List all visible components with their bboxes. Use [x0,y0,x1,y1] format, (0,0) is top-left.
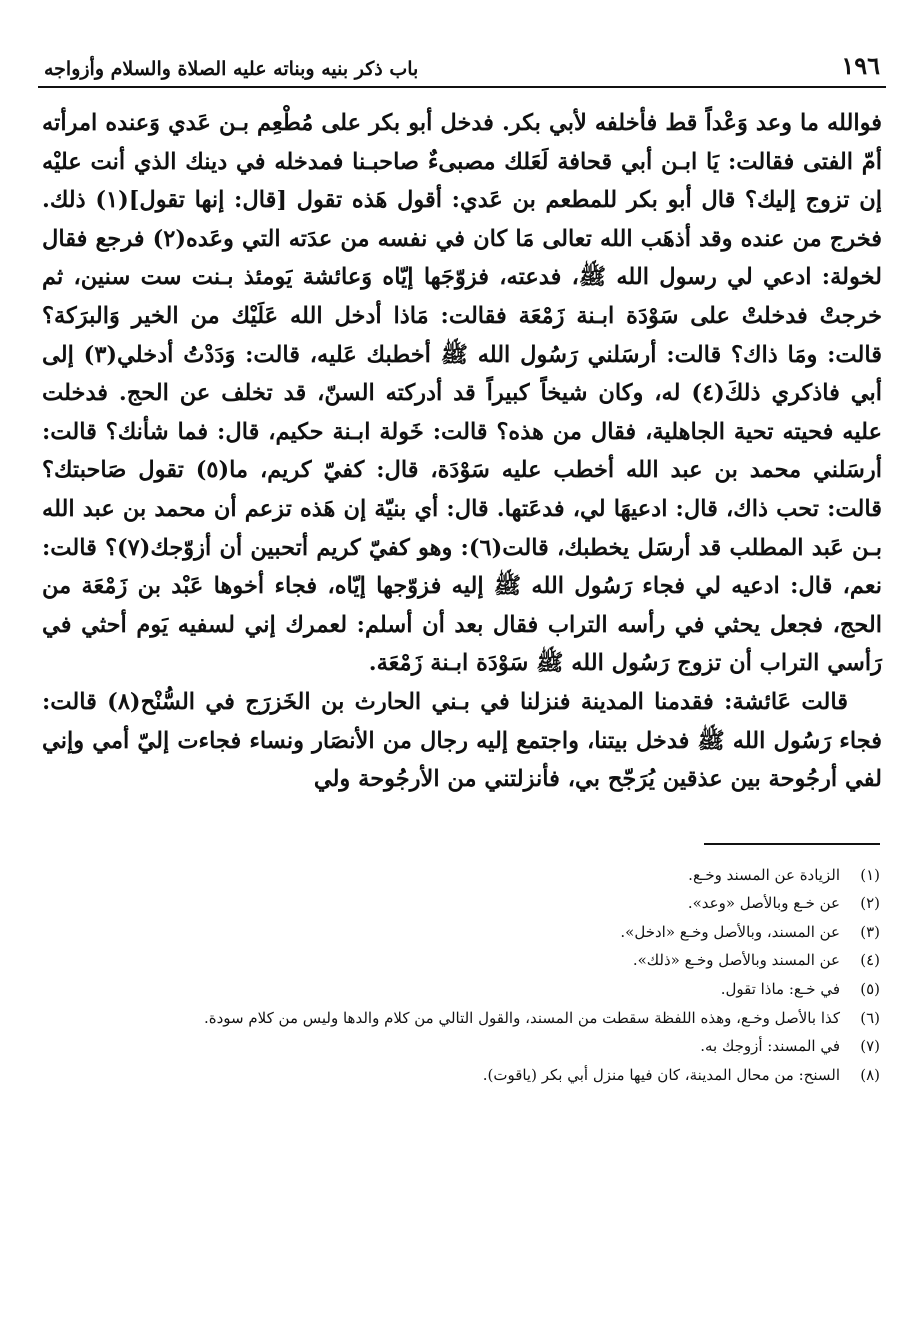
footnote-text: في خـع: ماذا تقول. [720,980,840,999]
footnote [38,946,880,975]
footnote [38,1061,880,1090]
footnote-text: السنح: من محال المدينة، كان فيها منزل أبي بكر (ياقوت). [482,1065,840,1084]
footnote [38,1032,880,1061]
footnotes-list [38,861,886,1090]
footnote-text: في المسند: أزوجك به. [700,1037,840,1056]
footnote-text: عن خـع وبالأصل «وعد». [687,894,840,913]
footnote [38,889,880,918]
running-title: باب ذكر بنيه وبناته عليه الصلاة والسلام وأزواجه [44,58,419,80]
page-number: ١٩٦ [841,51,880,80]
footnote [38,918,880,947]
footnote-number: (٢) [860,894,880,913]
page-header [38,40,886,88]
footnote-number: (٦) [860,1008,880,1027]
footnote-number: (٨) [860,1065,880,1084]
footnote-number: (٥) [860,980,880,999]
paragraph: فوالله ما وعد وَعْداً قط فأخلفه لأبي بكر. فدخل أبو بكر على مُطْعِم بـن عَدي وَعنده امرأته أمّ الفتى فقالت: يَا ابـن أبي قحافة لَعَلك مصبىءٌ صاحبـنا فمدخله في دينك الذي أنت عليْه إن تزوج إليك؟ قال أبو بكر للمطعم بن عَدي: أقول هَذه تقول [قال: إنها تقول](١) ذلك. فخرج من عنده وقد أذهَب الله تعالى مَا كان في نفسه من عدَته التي وعَده(٢) فرجع فقال لخولة: ادعي لي رسول الله ﷺ، فدعته، فزوّجَها إيّاه وَعائشة يَومئذ بـنت ست سنين، ثم خرجتْ فدخلتْ على سَوْدَة ابـنة زَمْعَة فقالت: مَاذا أدخل الله عَلَيْك من الخير وَالبرَكة؟ قالت: ومَا ذاك؟ قالت: أرسَلني رَسُول الله ﷺ أخطبك عَليه، قالت: وَدَدْتُ أدخلي(٣) إلى أبي فاذكري ذلكَ(٤) له، وكان شيخاً كبيراً قد أدركته السنّ، قد تخلف عن الحج. فدخلت عليه فحيته تحية الجاهلية، فقال من هذه؟ قالت: خَولة ابـنة حكيم، قال: فما شأنك؟ قالت: أرسَلني محمد بن عبد الله أخطب عليه سَوْدَة، قال: كفيّ كريم، ما(٥) تقول صَاحبتك؟ قالت: تحب ذاك، قال: ادعيهَا لي، فدعَتها. قال: أي بنيّة إن هَذه تزعم أن محمد بن عبد الله بـن عَبد المطلب قد أرسَل يخطبك، قالت(٦): وهو كفيّ كريم أتحبين أن أزوّجك(٧)؟ قالت: نعم، قال: ادعيه لي فجاء رَسُول الله ﷺ إليه فزوّجها إيّاه، فجاء أخوها عَبْد بن زَمْعَة من الحج، فجعل يحثي في رأسه التراب فقال بعد أن أسلم: لعمرك إني لسفيه يَوم أحثي في رَأسي التراب أن تزوج رَسُول الله ﷺ سَوْدَة ابـنة زَمْعَة. [42,110,883,677]
footnote-text: عن المسند وبالأصل وخـع «ذلك». [632,951,840,970]
footnote [38,861,880,890]
footnote-number: (٤) [860,951,880,970]
footnote-text: الزيادة عن المسند وخـع. [688,865,840,884]
paragraph: قالت عَائشة: فقدمنا المدينة فنزلنا في بـني الحارث بن الخَزرَج في السُّنْح(٨) قالت: فجاء رَسُول الله ﷺ فدخل بيتنا، واجتمع إليه رجال من الأنصَار ونساء فجاءت إليّ أمي وإني لفي أرجُوحة بين عذقين يُرَجّح بي، فأنزلتني من الأرجُوحة ولي [42,688,882,793]
footnote-text: عن المسند، وبالأصل وخـع «ادخل». [620,922,840,941]
footnote-text: كذا بالأصل وخـع، وهذه اللفظة سقطت من المسند، والقول التالي من كلام والدها وليس من كلام سودة. [203,1008,840,1027]
footnote-number: (٧) [860,1037,880,1056]
footnote-divider [704,843,880,845]
main-text [38,104,886,799]
footnote [38,975,880,1004]
footnote-number: (٣) [860,922,880,941]
book-page [38,40,886,1320]
footnote-number: (١) [860,865,880,884]
footnote [38,1004,880,1033]
